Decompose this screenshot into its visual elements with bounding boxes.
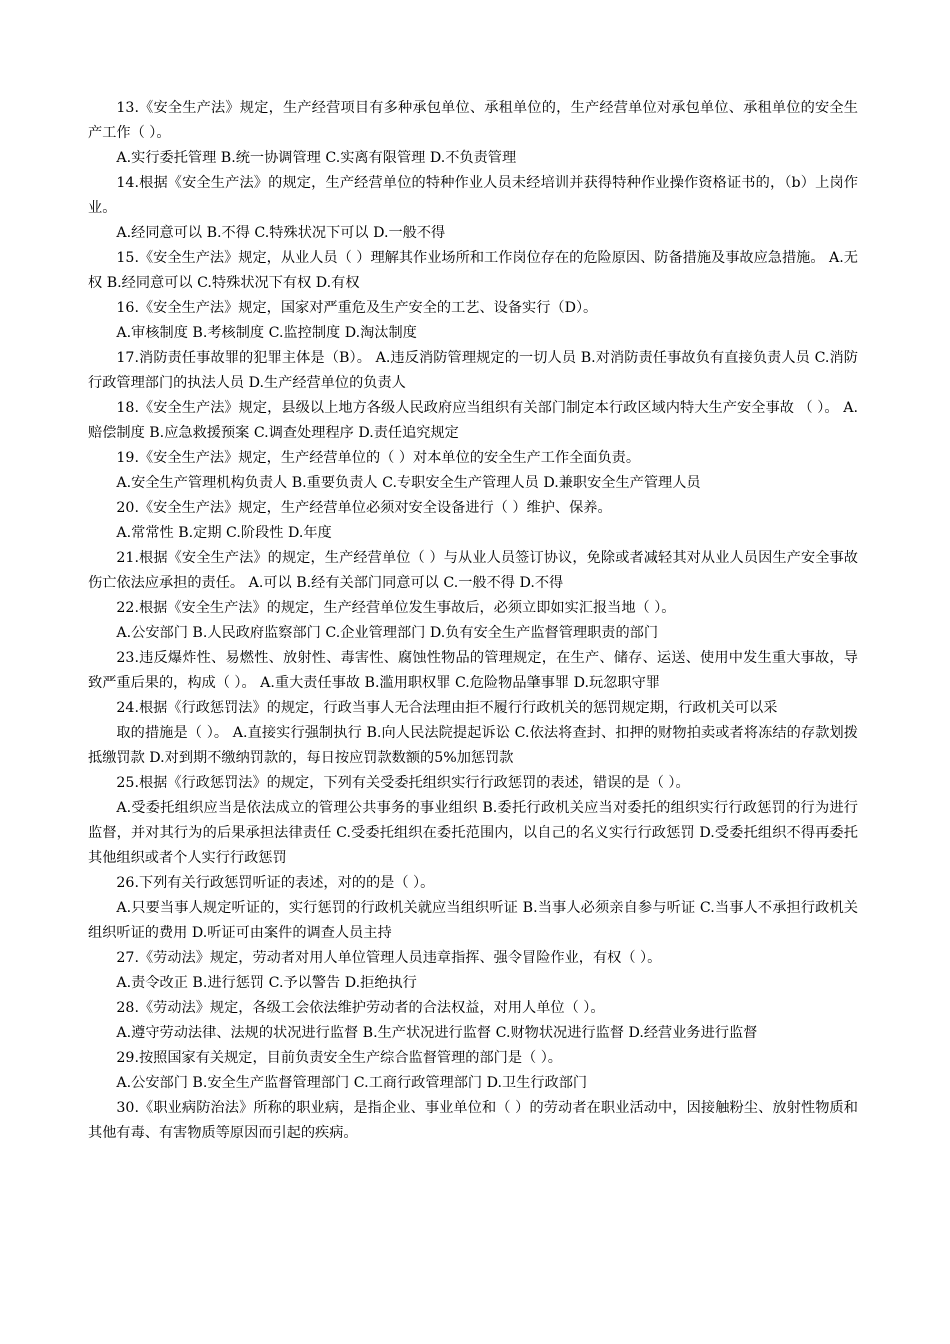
question-13-options: A.实行委托管理 B.统一协调管理 C.实离有限管理 D.不负责管理 — [116, 150, 517, 166]
question-22-stem: 22.根据《安全生产法》的规定，生产经营单位发生事故后，必须立即如实汇报当地（ ）。 — [116, 600, 676, 616]
question-27-options: A.责令改正 B.进行惩罚 C.予以警告 D.拒绝执行 — [116, 975, 417, 991]
question-13-stem: 13.《安全生产法》规定，生产经营项目有多种承包单位、承租单位的，生产经营单位对承包单位、承租单位的安全生产工作（ ）。 — [88, 100, 858, 141]
question-29-stem: 29.按照国家有关规定，目前负责安全生产综合监督管理的部门是（ ）。 — [116, 1050, 562, 1066]
question-24-continuation: 取的措施是（ ）。 A.直接实行强制执行 B.向人民法院提起诉讼 C.依法将查封、扣押的财物拍卖或者将冻结的存款划拨抵缴罚款 D.对到期不缴纳罚款的，每日按应罚款数额的5%加惩罚款 — [88, 725, 858, 766]
question-26-options: A.只要当事人规定听证的，实行惩罚的行政机关就应当组织听证 B.当事人必须亲自参与听证 C.当事人不承担行政机关组织听证的费用 D.听证可由案件的调查人员主持 — [88, 900, 858, 941]
question-28-options: A.遵守劳动法律、法规的状况进行监督 B.生产状况进行监督 C.财物状况进行监督 D.经营业务进行监督 — [116, 1025, 758, 1041]
question-14-stem: 14.根据《安全生产法》的规定，生产经营单位的特种作业人员未经培训并获得特种作业操作资格证书的，（b）上岗作业。 — [88, 175, 858, 216]
question-19-stem: 19.《安全生产法》规定，生产经营单位的（ ）对本单位的安全生产工作全面负责。 — [116, 450, 641, 466]
question-17: 17.消防责任事故罪的犯罪主体是（B）。 A.违反消防管理规定的一切人员 B.对消防责任事故负有直接负责人员 C.消防行政管理部门的执法人员 D.生产经营单位的负责人 — [88, 350, 858, 391]
question-18: 18.《安全生产法》规定，县级以上地方各级人民政府应当组织有关部门制定本行政区域内特大生产安全事故 （ ）。 A.赔偿制度 B.应急救援预案 C.调查处理程序 D.责任追究规定 — [88, 400, 858, 441]
question-29-options: A.公安部门 B.安全生产监督管理部门 C.工商行政管理部门 D.卫生行政部门 — [116, 1075, 588, 1091]
question-25-options: A.受委托组织应当是依法成立的管理公共事务的事业组织 B.委托行政机关应当对委托的组织实行行政惩罚的行为进行监督，并对其行为的后果承担法律责任 C.受委托组织在委托范围内，以自己的名义实行行政惩罚 D.受委托组织不得再委托其他组织或者个人实行行政惩罚 — [88, 800, 858, 866]
question-21: 21.根据《安全生产法》的规定，生产经营单位（ ）与从业人员签订协议，免除或者减轻其对从业人员因生产安全事故伤亡依法应承担的责任。 A.可以 B.经有关部门同意可以 C.一般不得 D.不得 — [88, 550, 858, 591]
question-26-stem: 26.下列有关行政惩罚听证的表述，对的的是（ ）。 — [116, 875, 435, 891]
question-16-options: A.审核制度 B.考核制度 C.监控制度 D.淘汰制度 — [116, 325, 417, 341]
document-body — [88, 96, 858, 1146]
question-20-options: A.常常性 B.定期 C.阶段性 D.年度 — [116, 525, 332, 541]
question-20-stem: 20.《安全生产法》规定，生产经营单位必须对安全设备进行（ ）维护、保养。 — [116, 500, 612, 516]
question-14-options: A.经同意可以 B.不得 C.特殊状况下可以 D.一般不得 — [116, 225, 446, 241]
question-27-stem: 27.《劳动法》规定，劳动者对用人单位管理人员违章指挥、强令冒险作业，有权（ ）。 — [116, 950, 662, 966]
question-30-stem: 30.《职业病防治法》所称的职业病，是指企业、事业单位和（ ）的劳动者在职业活动中，因接触粉尘、放射性物质和其他有毒、有害物质等原因而引起的疾病。 — [88, 1100, 858, 1141]
question-19-options: A.安全生产管理机构负责人 B.重要负责人 C.专职安全生产管理人员 D.兼职安全生产管理人员 — [116, 475, 701, 491]
question-15: 15.《安全生产法》规定，从业人员（ ）理解其作业场所和工作岗位存在的危险原因、防备措施及事故应急措施。 A.无权 B.经同意可以 C.特殊状况下有权 D.有权 — [88, 250, 858, 291]
question-28-stem: 28.《劳动法》规定，各级工会依法维护劳动者的合法权益，对用人单位（ ）。 — [116, 1000, 605, 1016]
question-23: 23.违反爆炸性、易燃性、放射性、毒害性、腐蚀性物品的管理规定，在生产、储存、运送、使用中发生重大事故，导致严重后果的，构成（ ）。 A.重大责任事故 B.滥用职权罪 C.危险物品肇事罪 D.玩忽职守罪 — [88, 650, 858, 691]
question-24-stem: 24.根据《行政惩罚法》的规定，行政当事人无合法理由拒不履行行政机关的惩罚规定期，行政机关可以采 — [116, 700, 778, 716]
question-25-stem: 25.根据《行政惩罚法》的规定，下列有关受委托组织实行行政惩罚的表述，错误的是（ ）。 — [116, 775, 690, 791]
question-16-stem: 16.《安全生产法》规定，国家对严重危及生产安全的工艺、设备实行（D）。 — [116, 300, 598, 316]
question-22-options: A.公安部门 B.人民政府监察部门 C.企业管理部门 D.负有安全生产监督管理职责的部门 — [116, 625, 659, 641]
